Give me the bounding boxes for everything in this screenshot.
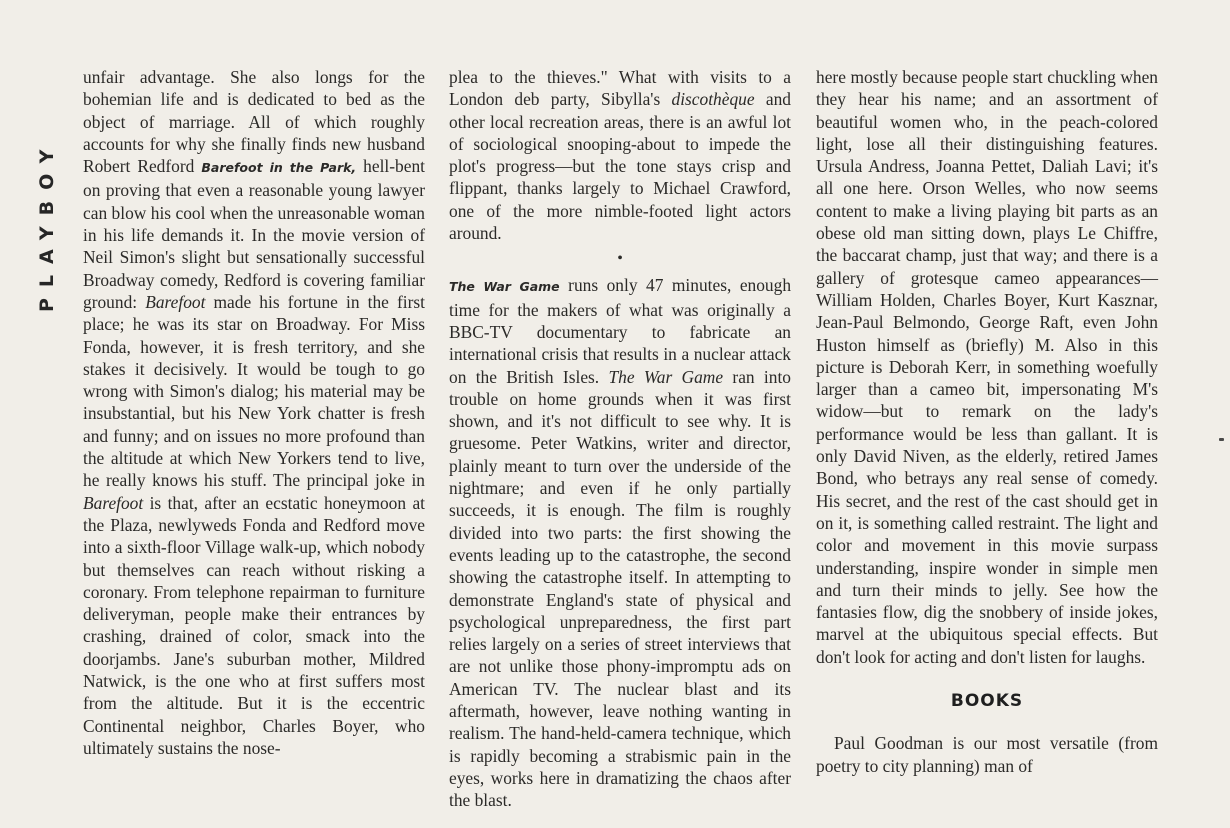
- body-text: ran into trouble on home grounds when it was first shown, and it's not difficult to see why. It is gruesome. Peter Watkins, writer and director, plainly meant to turn over the underside of the nightmare; and even if he only partially succeeds, it is enough. The film is roughly divided into two parts: the first showing the events leading up to the catastrophe, the second showing the catastrophe itself. In attempting to demonstrate England's state of physical and psychological unpreparedness, the first part relies largely on a series of street interviews that are not unlike those phony-impromptu ads on American TV. The nuclear blast and its aftermath, however, leave nothing wanting in realism. The hand-held-camera technique, which is rapidly becoming a strabismic pain in the eyes, works here in dramatizing the chaos after the blast.: [449, 366, 791, 811]
- body-text: Paul Goodman is our most versatile (from poetry to city planning) man of: [816, 733, 1158, 776]
- margin-mark: [1219, 438, 1224, 441]
- film-title-italic: The War Game: [608, 366, 724, 387]
- body-text: hell-bent on proving that even a reasonable young lawyer can blow his cool when the unreasonable woman in his life demands it. In the movie version of Neil Simon's slight but sensationally successful Broadway comedy, Redford is covering familiar ground:: [83, 156, 425, 312]
- article-column-1: [83, 66, 425, 759]
- film-title-italic: Barefoot: [145, 291, 206, 312]
- masthead-logo: PLAYBOY: [36, 138, 58, 312]
- italic-term: discothèque: [671, 89, 755, 110]
- body-text: is that, after an ecstatic honeymoon at the Plaza, newlyweds Fonda and Redford move into a sixth-floor Village walk-up, which nobody but themselves can reach without risking a coronary. From telephone repairman to furniture deliveryman, people make their entrances by crashing, drained of color, smack into the doorjambs. Jane's suburban mother, Mildred Natwick, is the one who at first suffers most from the altitude. But it is the eccentric Continental neighbor, Charles Boyer, who ultimately sustains the nose-: [83, 492, 425, 758]
- body-text: here mostly because people start chuckling when they hear his name; and an assortment of beautiful women who, in the peach-colored light, lose all their distinguishing features. Ursula Andress, Joanna Pettet, Daliah Lavi; it's all one here. Orson Welles, who now seems content to make a living playing bit parts as an obese old man sitting down, plays Le Chiffre, the baccarat champ, just that way; and there is a gallery of grotesque cameo appearances—William Holden, Charles Boyer, Kurt Kasznar, Jean-Paul Belmondo, George Raft, even John Huston himself as (briefly) M. Also in this picture is Deborah Kerr, in something woefully larger than a cameo bit, impersonating M's widow—but to remark on the lady's performance would be less than gallant. It is only David Niven, as the elderly, retired James Bond, who betrays any real sense of comedy. His secret, and the rest of the cast should get in on it, is something called restraint. The light and color and movement in this movie surpass understanding, inspire wonder in simple men and turn their minds to jelly. See how the fantasies flow, dig the snobbery of inside jokes, marvel at the ubiquitous special effects. But don't look for acting and don't listen for laughs.: [816, 67, 1158, 667]
- paragraph: [816, 732, 1158, 777]
- body-text: runs only 47 minutes, enough time for the makers of what was originally a BBC-TV documentary to fabricate an international crisis that results in a nuclear attack on the British Isles.: [449, 275, 792, 387]
- paragraph: [816, 66, 1158, 668]
- film-title-reference: The War Game: [449, 279, 560, 295]
- section-separator: •: [617, 250, 623, 268]
- paragraph: [83, 66, 425, 759]
- body-text: and other local recreation areas, there is an awful lot of sociological snooping-about to impede the plot's progress—but the tone stays crisp and flippant, thanks largely to Michael Crawford, one of the more nimble-footed light actors around.: [449, 89, 791, 244]
- masthead: [36, 62, 58, 312]
- body-text: plea to the thieves." What with visits to a London deb party, Sibylla's: [449, 67, 791, 110]
- body-text: made his fortune in the first place; he was its star on Broadway. For Miss Fonda, however, it is fresh territory, and she stakes it decisively. It would be tough to go wrong with Simon's dialog; his material may be insubstantial, but his New York chatter is fresh and funny; and on issues no more profound than the altitude at which New Yorkers tend to live, he really knows his stuff. The principal joke in: [83, 291, 425, 491]
- paragraph: [449, 274, 791, 811]
- section-heading-books: BOOKS: [950, 691, 1024, 712]
- body-text: unfair advantage. She also longs for the bohemian life and is dedicated to bed as the object of marriage. All of which roughly accounts for why she finally finds new husband Robert Redford: [83, 67, 425, 177]
- article-column-3: [816, 66, 1158, 777]
- paragraph: [449, 66, 791, 244]
- article-column-2: [449, 66, 791, 812]
- film-title-reference: Barefoot in the Park,: [201, 160, 357, 176]
- film-title-italic: Barefoot: [83, 492, 144, 513]
